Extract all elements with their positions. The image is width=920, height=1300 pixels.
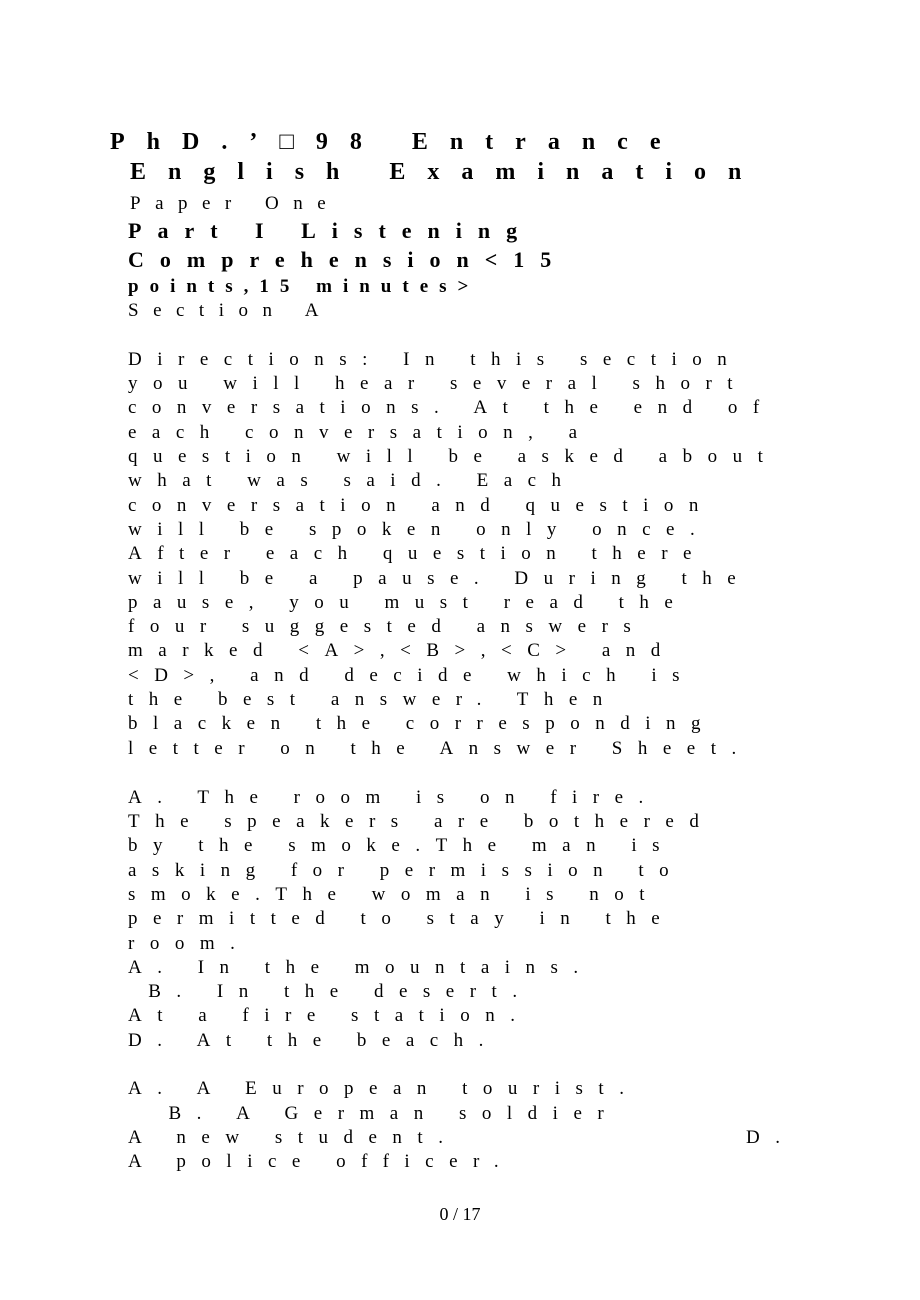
question-1-option-line: permitted to stay in the xyxy=(128,908,676,929)
question-1-option-line: The speakers are bothered xyxy=(128,811,715,832)
directions-line: question will be asked about xyxy=(128,446,779,467)
question-3-option-line: A new student. xyxy=(128,1127,459,1148)
question-2-option-line: A. In the mountains. xyxy=(128,957,594,978)
directions-line: blacken the corresponding xyxy=(128,713,716,734)
directions-line: will be spoken only once. xyxy=(128,519,711,540)
question-3-option-line: D. xyxy=(746,1127,796,1148)
question-3-option-line: B. A German soldier xyxy=(128,1103,620,1124)
question-2-option-line: B. In the desert. xyxy=(128,981,533,1002)
directions-line: <D>, and decide which is xyxy=(128,665,696,686)
part-heading-line-3: points,15 minutes> xyxy=(128,276,480,297)
question-3-option-line: A police officer. xyxy=(128,1151,515,1172)
directions-line: conversations. At the end of xyxy=(128,397,775,418)
directions-line: pause, you must read the xyxy=(128,592,689,613)
question-3-option-line: A. A European tourist. xyxy=(128,1078,640,1099)
question-1-option-line: by the smoke.The man is xyxy=(128,835,675,856)
question-1-option-line: asking for permission to xyxy=(128,860,685,881)
directions-line: you will hear several short xyxy=(128,373,749,394)
directions-line: will be a pause. During the xyxy=(128,568,752,589)
question-2-option-line: D. At the beach. xyxy=(128,1030,499,1051)
part-heading-line-1: Part I Listening xyxy=(128,218,534,243)
question-1-option-line: A. The room is on fire. xyxy=(128,787,659,808)
page-number: 0 / 17 xyxy=(439,1204,481,1224)
part-heading-line-2: Comprehension<15 xyxy=(128,247,568,272)
directions-line: four suggested answers xyxy=(128,616,647,637)
directions-line: letter on the Answer Sheet. xyxy=(128,738,752,759)
directions-line: Directions: In this section xyxy=(128,349,743,370)
question-1-option-line: room. xyxy=(128,933,251,954)
directions-line: what was said. Each xyxy=(128,470,577,491)
document-title-line-1: PhD.’□98 Entrance xyxy=(110,129,683,155)
directions-line: conversation and question xyxy=(128,495,714,516)
directions-line: the best answer. Then xyxy=(128,689,618,710)
question-2-option-line: At a fire station. xyxy=(128,1005,531,1026)
document-title-line-2: English Examination xyxy=(130,159,764,185)
directions-line: each conversation, a xyxy=(128,422,593,443)
directions-line: marked <A>,<B>,<C> and xyxy=(128,640,676,661)
directions-line: After each question there xyxy=(128,543,707,564)
question-1-option-line: smoke.The woman is not xyxy=(128,884,661,905)
section-label: Section A xyxy=(128,300,333,321)
paper-label: Paper One xyxy=(130,193,341,214)
